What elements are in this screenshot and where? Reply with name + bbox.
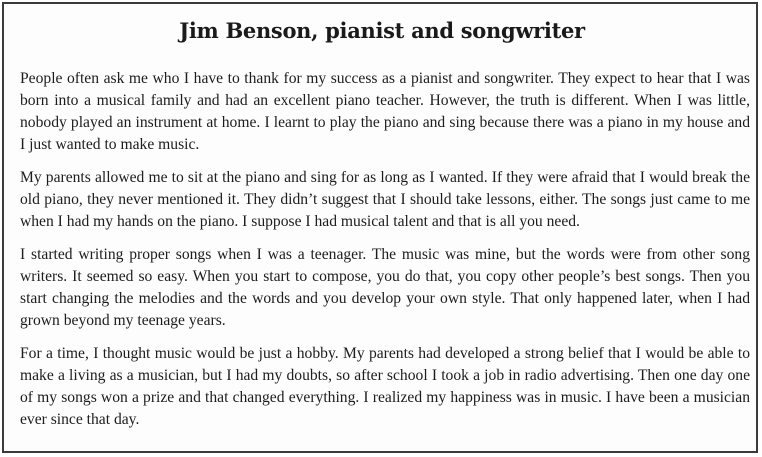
paragraph-1: People often ask me who I have to thank for my success as a pianist and songwriter. They expect to hear that I was born into a musical family and had an excellent piano teacher. However, the truth is different. When I was little, nobody played an instrument at home. I learnt to play the piano and sing because there was a piano in my house and I just wanted to make music. [20,70,750,153]
paragraph-2: My parents allowed me to sit at the piano and sing for as long as I wanted. If they were afraid that I would break the old piano, they never mentioned it. They didn’t suggest that I should take lessons, either. The songs just came to me when I had my hands on the piano. I suppose I had musical talent and that is all you need. [20,169,750,230]
paragraph-4: For a time, I thought music would be just a hobby. My parents had developed a strong belief that I would be able to make a living as a musician, but I had my doubts, so after school I took a job in radio advertising. Then one day one of my songs won a prize and that changed everything. I realized my happiness was in music. I have been a musician ever since that day. [20,345,750,428]
article-frame [2,2,758,453]
article-body [20,68,750,442]
paragraph-3: I started writing proper songs when I was a teenager. The music was mine, but the words were from other song writers. It seemed so easy. When you start to compose, you do that, you copy other people’s best songs. Then you start changing the melodies and the words and you develop your own style. That only happened later, when I had grown beyond my teenage years. [20,246,750,329]
article-title: Jim Benson, pianist and songwriter [179,18,585,43]
